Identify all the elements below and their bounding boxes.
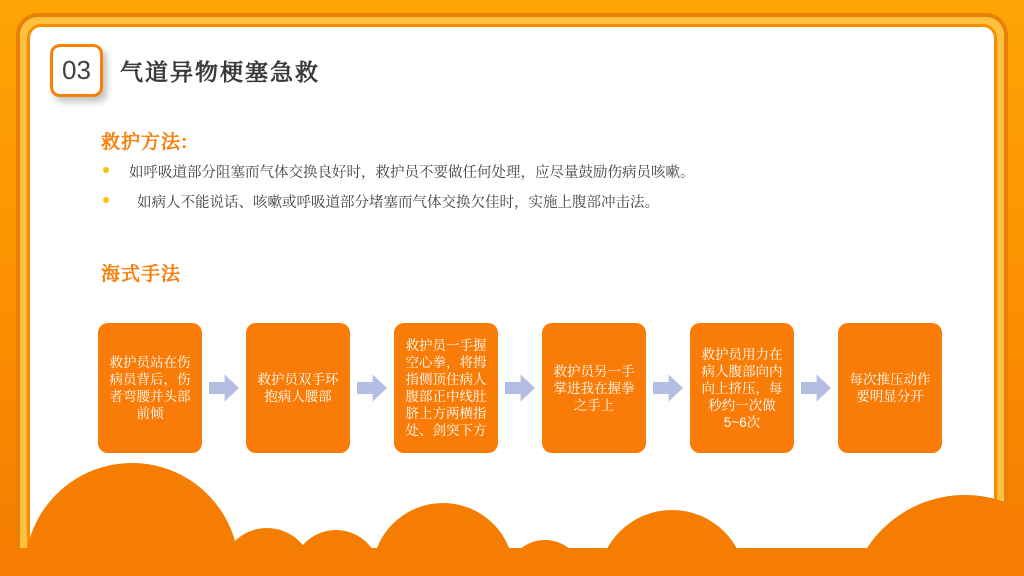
page-title: 气道异物梗塞急救: [120, 59, 320, 85]
flow-step-1: [98, 323, 202, 453]
bullet-item: [102, 161, 862, 191]
arrow-cell: [794, 375, 838, 402]
arrow-right-icon: [801, 375, 831, 402]
flow-step-text: 救护员另一手掌进我在握拳之手上: [553, 363, 635, 413]
arrow-right-icon: [653, 375, 683, 402]
flow-step-2: [246, 323, 350, 453]
flow-step-text: 救护员站在伤病员背后，伤者弯腰并头部前倾: [109, 355, 191, 421]
bullet-dot: [103, 167, 109, 173]
flow-step-text: 救护员双手环抱病人腰部: [257, 372, 339, 404]
section-number-badge: [50, 44, 103, 97]
flow-step-3: [394, 323, 498, 453]
arrow-cell: [498, 375, 542, 402]
bullet-dot: [103, 197, 109, 203]
arrow-right-icon: [357, 375, 387, 402]
arrow-right-icon: [209, 375, 239, 402]
bullet-item: [102, 191, 862, 221]
arrow-cell: [646, 375, 690, 402]
methods-heading: 救护方法:: [101, 132, 189, 153]
flow-step-text: 救护员用力在病人腹部向内向上挤压，每秒约一次做5~6次: [701, 346, 783, 430]
flow-diagram: [30, 323, 994, 453]
flow-step-text: 救护员一手握空心拳，将拇指侧顶住病人腹部正中线肚脐上方两横指处、剑突下方: [405, 338, 487, 438]
bullet-text: 如呼吸道部分阻塞而气体交换良好时，救护员不要做任何处理，应尽量鼓励伤病员咳嗽。: [129, 165, 695, 181]
clouds-decoration: [0, 436, 1024, 576]
arrow-right-icon: [505, 375, 535, 402]
section-number: 03: [62, 55, 91, 85]
flow-step-6: [838, 323, 942, 453]
flow-step-text: 每次推压动作要明显分开: [849, 372, 931, 404]
flow-step-5: [690, 323, 794, 453]
bullet-list: [102, 161, 862, 221]
flow-step-4: [542, 323, 646, 453]
heimlich-heading: 海式手法: [101, 264, 182, 285]
arrow-cell: [350, 375, 394, 402]
arrow-cell: [202, 375, 246, 402]
bullet-text: 如病人不能说话、咳嗽或呼吸道部分堵塞而气体交换欠佳时，实施上腹部冲击法。: [137, 195, 659, 211]
